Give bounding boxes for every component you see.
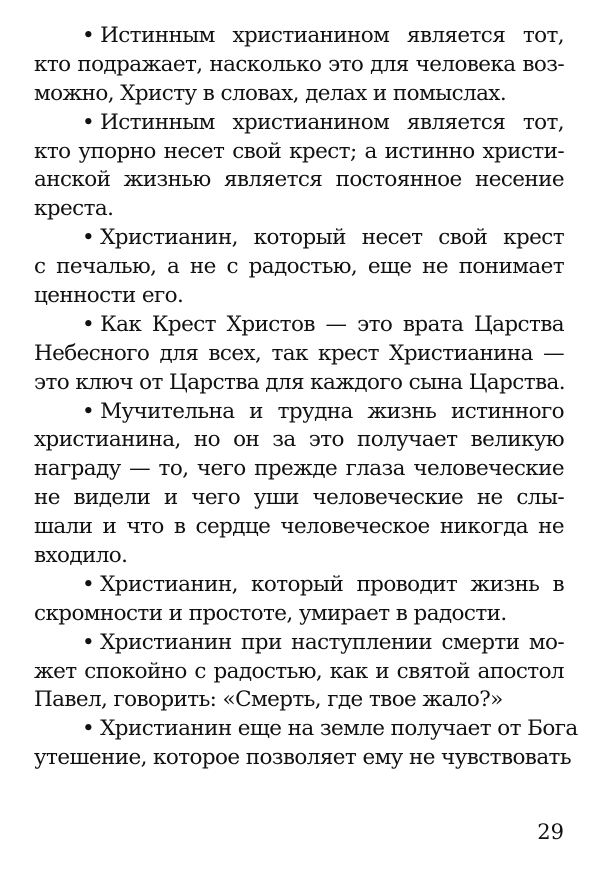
text-line: • Истинным христианином является тот, — [34, 109, 564, 138]
text-line: Павел, говорить: «Смерть, где твое жало?» — [34, 687, 503, 713]
text-line: • Истинным христианином является тот, — [34, 22, 564, 51]
text-line: • Христианин при наступлении смерти мо- — [34, 629, 564, 658]
text-line: жет спокойно с радостью, как и святой апостол — [34, 658, 564, 684]
bullet-marker: • — [82, 23, 95, 48]
bullet-marker: • — [82, 716, 95, 742]
text-line: • Как Крест Христов — это врата Царства — [34, 311, 564, 340]
text-line: это ключ от Царства для каждого сына Царства. — [34, 369, 565, 395]
text-line: не видели и чего уши человеческие не слы- — [34, 485, 564, 511]
paragraph — [34, 715, 578, 773]
bullet-marker: • — [82, 629, 95, 655]
text-line: кто подражает, насколько это для человека воз- — [34, 51, 564, 77]
text-line: • Мучительна и трудна жизнь истинного — [34, 398, 564, 427]
text-line: Небесного для всех, так крест Христианина — — [34, 340, 564, 366]
bullet-marker: • — [82, 225, 95, 251]
bullet-marker: • — [82, 109, 95, 135]
paragraph — [34, 109, 564, 225]
paragraph — [34, 311, 564, 398]
bullet-marker: • — [82, 571, 95, 597]
text-line: скромности и простоте, умирает в радости. — [34, 600, 507, 626]
bullet-marker: • — [82, 311, 95, 337]
text-line: • Христианин, который проводит жизнь в — [34, 571, 564, 600]
text-line: ценности его. — [34, 283, 184, 309]
text-line: • Христианин еще на земле получает от Бога — [34, 715, 564, 744]
page-body — [34, 22, 578, 773]
bullet-marker: • — [82, 398, 95, 424]
page-number: 29 — [537, 820, 564, 844]
text-line: награду — то, чего прежде глаза человеческие — [34, 456, 564, 482]
text-line: входило. — [34, 543, 128, 569]
text-line: • Христианин, который несет свой крест — [34, 224, 564, 253]
paragraph — [34, 224, 564, 311]
paragraph — [34, 571, 564, 629]
text-line: христианина, но он за это получает великую — [34, 427, 564, 453]
text-line: можно, Христу в словах, делах и помыслах. — [34, 80, 507, 106]
text-line: утешение, которое позволяет ему не чувствовать — [34, 745, 571, 771]
paragraph — [34, 398, 564, 571]
text-line: с печалью, а не с радостью, еще не понимает — [34, 254, 564, 280]
text-line: шали и что в сердце человеческое никогда не — [34, 514, 564, 540]
text-line: креста. — [34, 196, 114, 222]
paragraph — [34, 22, 564, 109]
text-line: кто упорно несет свой крест; а истинно христи- — [34, 138, 564, 164]
paragraph — [34, 629, 564, 716]
text-line: анской жизнью является постоянное несение — [34, 167, 564, 193]
